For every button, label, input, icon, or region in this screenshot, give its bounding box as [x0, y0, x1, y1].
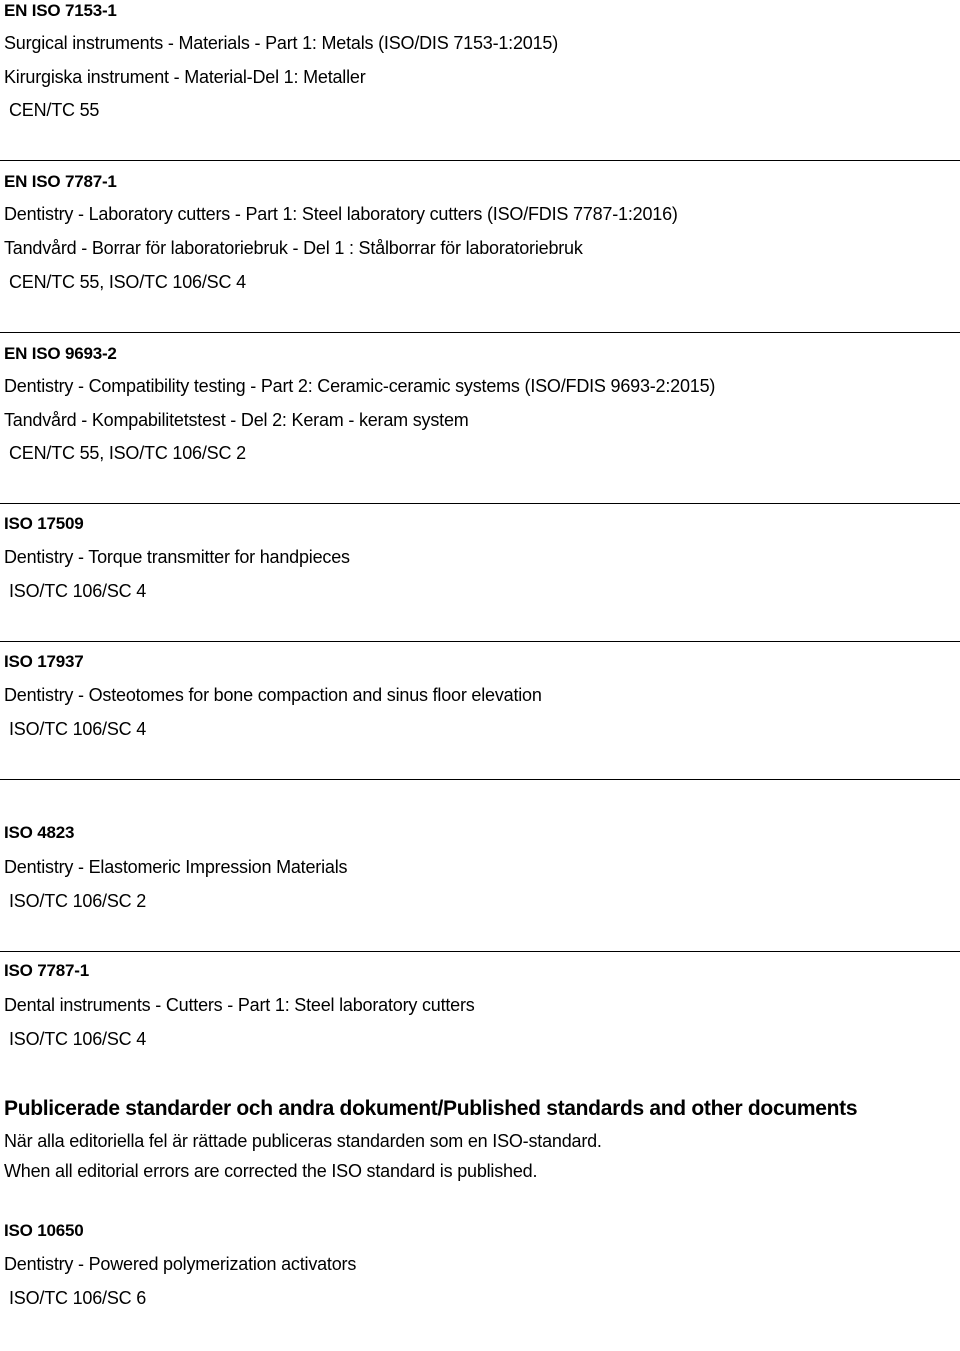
standard-committee: CEN/TC 55, ISO/TC 106/SC 4 [9, 272, 246, 292]
standard-committee: ISO/TC 106/SC 4 [9, 719, 147, 739]
section-note-en: When all editorial errors are corrected the ISO standard is published. [4, 1161, 538, 1181]
standard-committee: ISO/TC 106/SC 2 [9, 891, 147, 911]
standard-code: ISO 10650 [4, 1221, 84, 1240]
entry-divider [0, 779, 960, 780]
entry-divider [0, 503, 960, 504]
standard-title-en: Dentistry - Laboratory cutters - Part 1: Steel laboratory cutters (ISO/FDIS 7787-1:2016) [4, 204, 678, 224]
standard-title-sv: Tandvård - Borrar för laboratoriebruk - Del 1 : Stålborrar för laboratoriebruk [4, 238, 583, 258]
standard-committee: ISO/TC 106/SC 4 [9, 1029, 147, 1049]
section-heading: Publicerade standarder och andra dokument/Published standards and other documents [4, 1097, 858, 1120]
standard-title-en: Dentistry - Torque transmitter for handpieces [4, 547, 350, 567]
entry-divider [0, 332, 960, 333]
standard-code: ISO 4823 [4, 823, 75, 842]
standard-code: EN ISO 7787-1 [4, 172, 117, 191]
standard-title-en: Dental instruments - Cutters - Part 1: Steel laboratory cutters [4, 995, 475, 1015]
standard-code: EN ISO 7153-1 [4, 1, 117, 20]
standard-code: EN ISO 9693-2 [4, 344, 117, 363]
section-note-sv: När alla editoriella fel är rättade publiceras standarden som en ISO-standard. [4, 1131, 602, 1151]
standard-committee: CEN/TC 55 [9, 100, 100, 120]
standard-title-en: Dentistry - Elastomeric Impression Materials [4, 857, 348, 877]
standard-code: ISO 17937 [4, 652, 84, 671]
standard-title-sv: Tandvård - Kompabilitetstest - Del 2: Keram - keram system [4, 410, 469, 430]
standard-title-sv: Kirurgiska instrument - Material-Del 1: Metaller [4, 67, 366, 87]
entry-divider [0, 160, 960, 161]
standard-code: ISO 7787-1 [4, 961, 89, 980]
standard-title-en: Dentistry - Osteotomes for bone compaction and sinus floor elevation [4, 685, 542, 705]
standard-title-en: Dentistry - Powered polymerization activators [4, 1254, 357, 1274]
standard-code: ISO 17509 [4, 514, 84, 533]
entry-divider [0, 951, 960, 952]
standard-committee: ISO/TC 106/SC 6 [9, 1288, 147, 1308]
entry-divider [0, 641, 960, 642]
standard-committee: CEN/TC 55, ISO/TC 106/SC 2 [9, 443, 246, 463]
standard-committee: ISO/TC 106/SC 4 [9, 581, 147, 601]
standard-title-en: Dentistry - Compatibility testing - Part 2: Ceramic-ceramic systems (ISO/FDIS 9693-2:2015) [4, 376, 716, 396]
standard-title-en: Surgical instruments - Materials - Part 1: Metals (ISO/DIS 7153-1:2015) [4, 33, 559, 53]
